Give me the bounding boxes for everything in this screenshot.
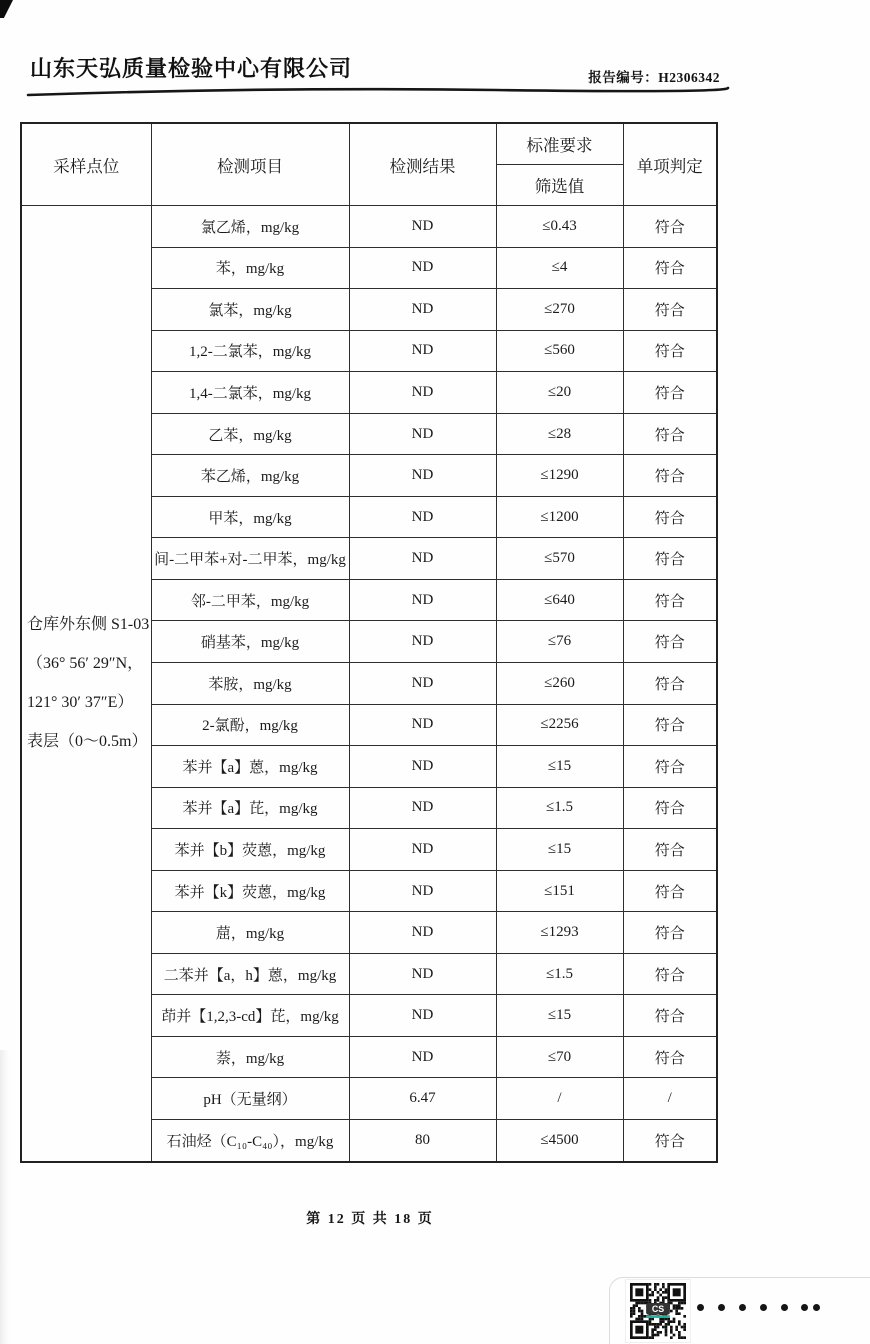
report-number-label: 报告编号： bbox=[588, 70, 659, 85]
col-header-judgment: 单项判定 bbox=[623, 123, 717, 206]
judgment-cell: 符合 bbox=[623, 496, 717, 538]
result-cell: ND bbox=[349, 953, 496, 995]
test-item-cell: 苯并【k】荧蒽，mg/kg bbox=[151, 870, 349, 912]
result-cell: ND bbox=[349, 455, 496, 497]
test-item-cell: 硝基苯，mg/kg bbox=[151, 621, 349, 663]
result-cell: ND bbox=[349, 247, 496, 289]
result-cell: ND bbox=[349, 995, 496, 1037]
limit-cell: ≤560 bbox=[496, 330, 623, 372]
judgment-cell: 符合 bbox=[623, 953, 717, 995]
table-row bbox=[21, 206, 717, 248]
test-item-cell: 氯乙烯，mg/kg bbox=[151, 206, 349, 248]
test-item-cell: 石油烃（C₁₀-C₄₀），mg/kg bbox=[151, 1120, 349, 1162]
watermark-dot bbox=[739, 1304, 746, 1311]
scan-artifact-corner bbox=[0, 0, 13, 18]
page-indicator: 第 12 页 共 18 页 bbox=[306, 1212, 434, 1227]
company-name: 山东天弘质量检验中心有限公司 bbox=[30, 56, 353, 81]
test-item-cell: 邻-二甲苯，mg/kg bbox=[151, 579, 349, 621]
judgment-cell: 符合 bbox=[623, 372, 717, 414]
watermark-dot bbox=[760, 1304, 767, 1311]
test-item-cell: 苯胺，mg/kg bbox=[151, 663, 349, 705]
test-item-cell: 甲苯，mg/kg bbox=[151, 496, 349, 538]
result-cell: ND bbox=[349, 746, 496, 788]
judgment-cell: 符合 bbox=[623, 289, 717, 331]
limit-cell: ≤1.5 bbox=[496, 787, 623, 829]
col-header-test-item: 检测项目 bbox=[151, 123, 349, 206]
result-cell: ND bbox=[349, 787, 496, 829]
judgment-cell: 符合 bbox=[623, 829, 717, 871]
result-cell: ND bbox=[349, 663, 496, 705]
test-item-cell: 氯苯，mg/kg bbox=[151, 289, 349, 331]
watermark-dots bbox=[697, 1303, 827, 1313]
limit-cell: ≤20 bbox=[496, 372, 623, 414]
judgment-cell: 符合 bbox=[623, 206, 717, 248]
judgment-cell: / bbox=[623, 1078, 717, 1120]
test-item-cell: 乙苯，mg/kg bbox=[151, 413, 349, 455]
limit-cell: ≤1293 bbox=[496, 912, 623, 954]
test-item-cell: 2-氯酚，mg/kg bbox=[151, 704, 349, 746]
test-item-cell: 苯并【b】荧蒽，mg/kg bbox=[151, 829, 349, 871]
report-number bbox=[560, 66, 720, 86]
limit-cell: ≤15 bbox=[496, 829, 623, 871]
judgment-cell: 符合 bbox=[623, 1120, 717, 1162]
result-cell: ND bbox=[349, 870, 496, 912]
judgment-cell: 符合 bbox=[623, 663, 717, 705]
limit-cell: ≤70 bbox=[496, 1036, 623, 1078]
test-item-cell: 二苯并【a，h】蒽，mg/kg bbox=[151, 953, 349, 995]
limit-cell: ≤28 bbox=[496, 413, 623, 455]
test-item-cell: 苯并【a】芘，mg/kg bbox=[151, 787, 349, 829]
test-item-cell: 1,4-二氯苯，mg/kg bbox=[151, 372, 349, 414]
limit-cell: ≤640 bbox=[496, 579, 623, 621]
test-item-cell: 䓛，mg/kg bbox=[151, 912, 349, 954]
result-cell: ND bbox=[349, 206, 496, 248]
watermark-dot bbox=[813, 1304, 820, 1311]
sample-point-line: 121° 30′ 37″E） bbox=[27, 694, 134, 712]
table-body bbox=[21, 206, 717, 1162]
sample-point-line: 仓库外东侧 S1-03 bbox=[27, 616, 150, 634]
scan-artifact-edge bbox=[0, 1050, 9, 1344]
limit-cell: ≤4 bbox=[496, 247, 623, 289]
result-cell: ND bbox=[349, 1036, 496, 1078]
limit-cell: ≤1290 bbox=[496, 455, 623, 497]
watermark-dot bbox=[718, 1304, 725, 1311]
limit-cell: / bbox=[496, 1078, 623, 1120]
limit-cell: ≤2256 bbox=[496, 704, 623, 746]
result-cell: ND bbox=[349, 621, 496, 663]
result-cell: ND bbox=[349, 912, 496, 954]
col-header-standard-requirement: 标准要求 bbox=[496, 123, 623, 165]
svg-text:CS: CS bbox=[651, 1303, 665, 1314]
limit-cell: ≤570 bbox=[496, 538, 623, 580]
judgment-cell: 符合 bbox=[623, 746, 717, 788]
sample-point-line: 表层（0～0.5m） bbox=[27, 733, 148, 751]
judgment-cell: 符合 bbox=[623, 995, 717, 1037]
test-item-cell: 苯并【a】蒽，mg/kg bbox=[151, 746, 349, 788]
header-rule bbox=[26, 84, 730, 98]
watermark-dot bbox=[697, 1304, 704, 1311]
result-cell: ND bbox=[349, 538, 496, 580]
test-item-cell: 间-二甲苯+对-二甲苯，mg/kg bbox=[151, 538, 349, 580]
watermark-dot bbox=[801, 1304, 808, 1311]
test-item-cell: 萘，mg/kg bbox=[151, 1036, 349, 1078]
result-cell: ND bbox=[349, 289, 496, 331]
results-table bbox=[20, 122, 718, 1163]
result-cell: ND bbox=[349, 413, 496, 455]
limit-cell: ≤270 bbox=[496, 289, 623, 331]
limit-cell: ≤260 bbox=[496, 663, 623, 705]
judgment-cell: 符合 bbox=[623, 413, 717, 455]
table-header bbox=[21, 123, 717, 206]
limit-cell: ≤1.5 bbox=[496, 953, 623, 995]
test-item-cell: 茚并【1,2,3-cd】芘，mg/kg bbox=[151, 995, 349, 1037]
limit-cell: ≤4500 bbox=[496, 1120, 623, 1162]
result-cell: 80 bbox=[349, 1120, 496, 1162]
result-cell: ND bbox=[349, 829, 496, 871]
judgment-cell: 符合 bbox=[623, 538, 717, 580]
sample-point-cell bbox=[21, 206, 151, 1162]
limit-cell: ≤1200 bbox=[496, 496, 623, 538]
test-item-cell: pH（无量纲） bbox=[151, 1078, 349, 1120]
test-item-cell: 1,2-二氯苯，mg/kg bbox=[151, 330, 349, 372]
judgment-cell: 符合 bbox=[623, 330, 717, 372]
result-cell: ND bbox=[349, 372, 496, 414]
qr-code-icon bbox=[626, 1280, 690, 1342]
sample-point-line: （36° 56′ 29″N， bbox=[27, 655, 144, 673]
judgment-cell: 符合 bbox=[623, 621, 717, 663]
judgment-cell: 符合 bbox=[623, 787, 717, 829]
judgment-cell: 符合 bbox=[623, 455, 717, 497]
limit-cell: ≤76 bbox=[496, 621, 623, 663]
limit-cell: ≤0.43 bbox=[496, 206, 623, 248]
judgment-cell: 符合 bbox=[623, 704, 717, 746]
result-cell: ND bbox=[349, 579, 496, 621]
judgment-cell: 符合 bbox=[623, 1036, 717, 1078]
limit-cell: ≤15 bbox=[496, 746, 623, 788]
limit-cell: ≤15 bbox=[496, 995, 623, 1037]
col-header-test-result: 检测结果 bbox=[349, 123, 496, 206]
judgment-cell: 符合 bbox=[623, 870, 717, 912]
result-cell: 6.47 bbox=[349, 1078, 496, 1120]
limit-cell: ≤151 bbox=[496, 870, 623, 912]
col-header-sample-point: 采样点位 bbox=[21, 123, 151, 206]
result-cell: ND bbox=[349, 704, 496, 746]
judgment-cell: 符合 bbox=[623, 247, 717, 289]
judgment-cell: 符合 bbox=[623, 912, 717, 954]
judgment-cell: 符合 bbox=[623, 579, 717, 621]
test-item-cell: 苯乙烯，mg/kg bbox=[151, 455, 349, 497]
watermark-dot bbox=[781, 1304, 788, 1311]
result-cell: ND bbox=[349, 496, 496, 538]
report-number-value: H2306342 bbox=[658, 70, 720, 85]
result-cell: ND bbox=[349, 330, 496, 372]
test-item-cell: 苯，mg/kg bbox=[151, 247, 349, 289]
col-header-screening-value: 筛选值 bbox=[496, 165, 623, 206]
